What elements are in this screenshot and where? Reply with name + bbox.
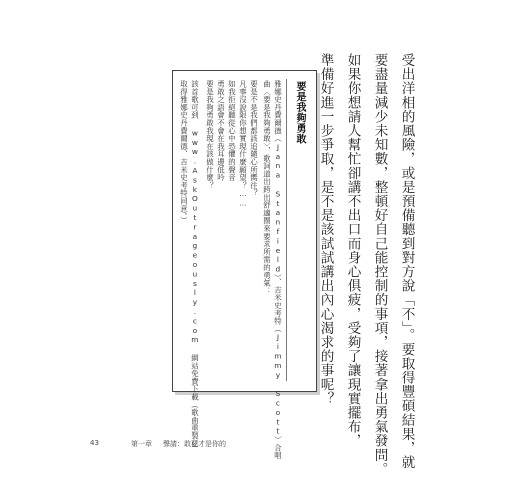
chapter-title: 聲請：敢要才是你的 <box>163 440 226 448</box>
sidebar-line: 凡事沒說限你想實現什麼願望？…… <box>238 80 248 208</box>
sidebar-title: 要是我夠勇敢 <box>294 81 305 144</box>
sidebar-line: 要是我夠勇敢我現在該做什麼？ <box>205 80 215 190</box>
sidebar-line: 取得雅娜史丹費爾德、吉米史考特同意。） <box>179 80 189 225</box>
sidebar-line: 要是不是我們都該追隨心所嚮往？ <box>249 80 259 197</box>
sidebar-line: 該首歌可到 www.AskOutrageously.com 網站免費下載（歌曲重製已 <box>190 80 200 448</box>
sidebar-line: 勇敢之語會不會在我耳邊低吟 <box>216 80 226 182</box>
body-column-2: 要盡量減少未知數，整頓好自己能控制的事項，接著拿出勇氣發問。 <box>371 53 388 476</box>
sidebar-line: 曲〈要是我夠勇敢〉，歌詞道出跨出舒適圈來要求所需的勇氣： <box>262 80 272 295</box>
page-number: 43 <box>90 439 99 447</box>
sidebar-title-rule <box>286 79 287 381</box>
body-column-3: 如果你想請人幫忙卻講不出口而身心俱疲，受夠了讓現實擺布， <box>344 53 361 448</box>
sidebar-line: 雅娜史丹費爾德（Jana Stanfield）、吉米史考特（Jimmy Scott）合唱 <box>273 80 283 460</box>
body-column-4: 準備好進一步爭取，是不是該試試講出內心渴求的事呢？ <box>317 53 334 406</box>
sidebar-line: 如我拒絕聽從心中恐懼的聲音 <box>227 80 237 182</box>
body-column-1: 受出洋相的風險，或是預備聽到對方說「不」。要取得豐碩結果，就 <box>398 53 415 470</box>
chapter-label: 第一章 <box>131 440 152 448</box>
